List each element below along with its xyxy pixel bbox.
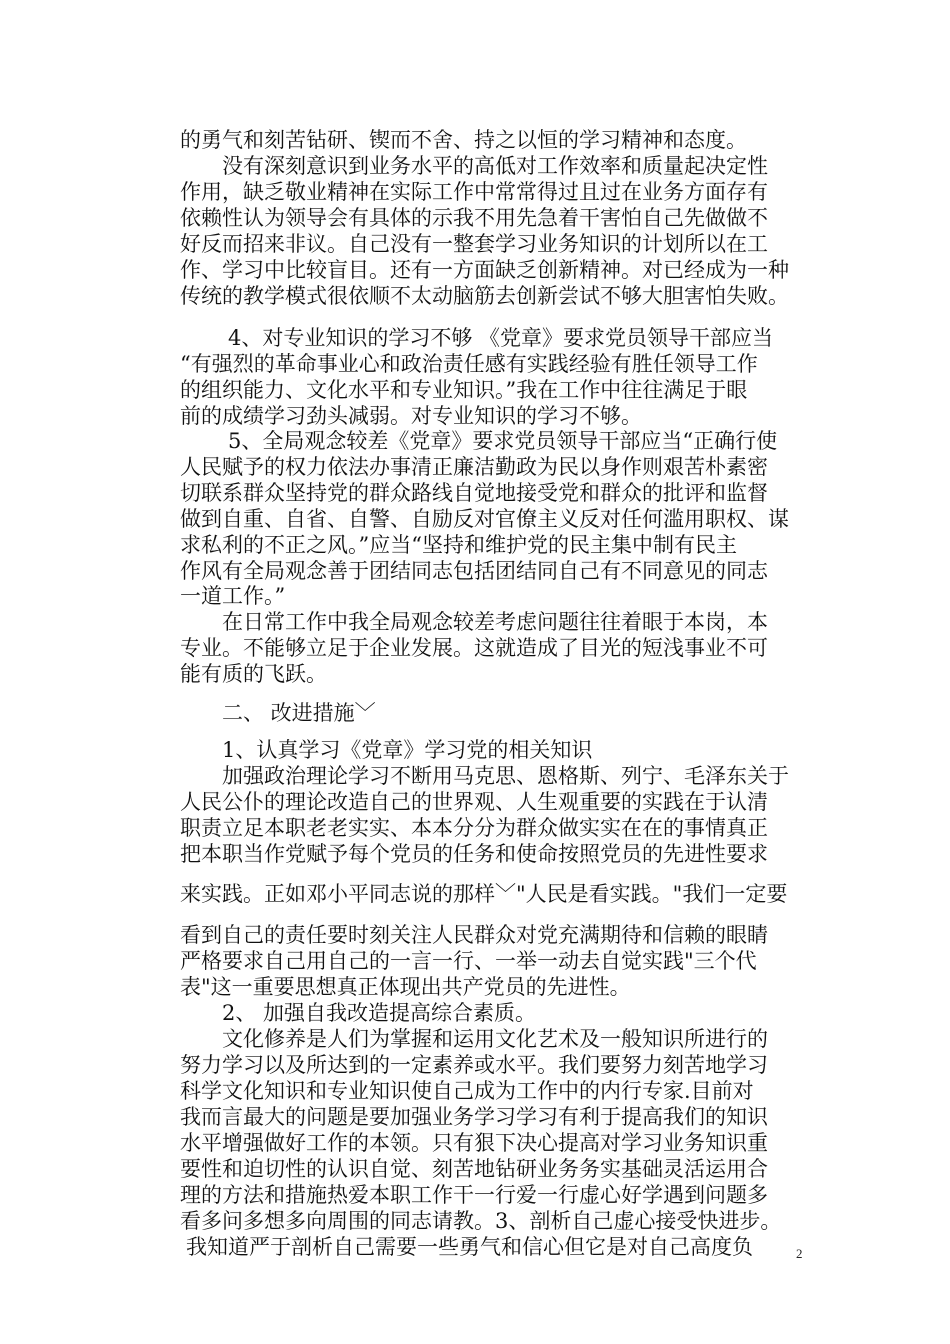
text-line: 好反而招来非议。自己没有一整套学习业务知识的计划所以在工	[180, 232, 768, 256]
text-line: 依赖性认为领导会有具体的示我不用先急着干害怕自己先做做不	[180, 206, 768, 230]
text-line: 我而言最大的问题是要加强业务学习学习有利于提高我们的知识	[180, 1105, 768, 1129]
text-line: 来实践。正如邓小平同志说的那样﹀"人民是看实践。"我们一定要	[180, 882, 788, 906]
text-line: 严格要求自己用自己的一言一行、一举一动去自觉实践"三个代	[180, 949, 757, 973]
text-line: 作、学习中比较盲目。还有一方面缺乏创新精神。对已经成为一种	[180, 258, 789, 282]
text-line: 5、全局观念较差《党章》要求党员领导干部应当“正确行使	[228, 429, 778, 453]
text-line: 加强政治理论学习不断用马克思、恩格斯、列宁、毛泽东关于	[222, 764, 789, 788]
text-line: “有强烈的革命事业心和政治责任感有实践经验有胜任领导工作	[180, 352, 758, 376]
text-line: 作风有全局观念善于团结同志包括团结同自己有不同意见的同志	[180, 559, 768, 583]
text-line: 在日常工作中我全局观念较差考虑问题往往着眼于本岗，本	[222, 610, 768, 634]
text-line: 传统的教学模式很依顺不太动脑筋去创新尝试不够大胆害怕失败。	[180, 284, 789, 308]
text-line: 做到自重、自省、自警、自励反对官僚主义反对任何滥用职权、谋	[180, 507, 789, 531]
text-line: 求私利的不正之风。”应当“坚持和维护党的民主集中制有民主	[180, 533, 737, 557]
text-line: 一道工作。”	[180, 584, 286, 608]
text-line: 切联系群众坚持党的群众路线自觉地接受党和群众的批评和监督	[180, 481, 768, 505]
text-line: 人民公仆的理论改造自己的世界观、人生观重要的实践在于认清	[180, 790, 768, 814]
text-line: 的组织能力、文化水平和专业知识。”我在工作中往往满足于眼	[180, 378, 748, 402]
text-line: 看到自己的责任要时刻关注人民群众对党充满期待和信赖的眼睛	[180, 923, 768, 947]
section-heading: 二、 改进措施﹀	[222, 701, 376, 725]
text-line: 4、对专业知识的学习不够 《党章》要求党员领导干部应当	[228, 326, 774, 350]
text-line: 专业。不能够立足于企业发展。这就造成了目光的短浅事业不可	[180, 636, 768, 660]
text-line: 我知道严于剖析自己需要一些勇气和信心但它是对自己高度负	[186, 1235, 753, 1259]
text-line: 的勇气和刻苦钻研、锲而不舍、持之以恒的学习精神和态度。	[180, 128, 747, 152]
text-line: 把本职当作党赋予每个党员的任务和使命按照党员的先进性要求	[180, 842, 768, 866]
text-line: 前的成绩学习劲头减弱。对专业知识的学习不够。	[180, 404, 642, 428]
text-line: 职责立足本职老老实实、本本分分为群众做实实在在的事情真正	[180, 816, 768, 840]
text-line: 表"这一重要思想真正体现出共产党员的先进性。	[180, 975, 631, 999]
text-line: 人民赋予的权力依法办事清正廉洁勤政为民以身作则艰苦朴素密	[180, 455, 768, 479]
text-line: 看多问多想多向周围的同志请教。3、剖析自己虚心接受快进步。	[180, 1209, 782, 1233]
text-line: 要性和迫切性的认识自觉、刻苦地钻研业务务实基础灵活运用合	[180, 1157, 768, 1181]
text-line: 没有深刻意识到业务水平的高低对工作效率和质量起决定性	[222, 154, 768, 178]
text-line: 水平增强做好工作的本领。只有狠下决心提高对学习业务知识重	[180, 1131, 768, 1155]
text-line: 科学文化知识和专业知识使自己成为工作中的内行专家.目前对	[180, 1079, 754, 1103]
text-line: 努力学习以及所达到的一定素养或水平。我们要努力刻苦地学习	[180, 1053, 768, 1077]
subsection-heading: 1、认真学习《党章》学习党的相关知识	[222, 738, 593, 762]
subsection-heading: 2、 加强自我改造提高综合素质。	[222, 1001, 537, 1025]
text-line: 能有质的飞跃。	[180, 662, 327, 686]
text-line: 文化修养是人们为掌握和运用文化艺术及一般知识所进行的	[222, 1027, 768, 1051]
text-line: 理的方法和措施热爱本职工作干一行爱一行虚心好学遇到问题多	[180, 1183, 768, 1207]
text-line: 作用，缺乏敬业精神在实际工作中常常得过且过在业务方面存有	[180, 180, 768, 204]
page-number: 2	[796, 1246, 803, 1261]
